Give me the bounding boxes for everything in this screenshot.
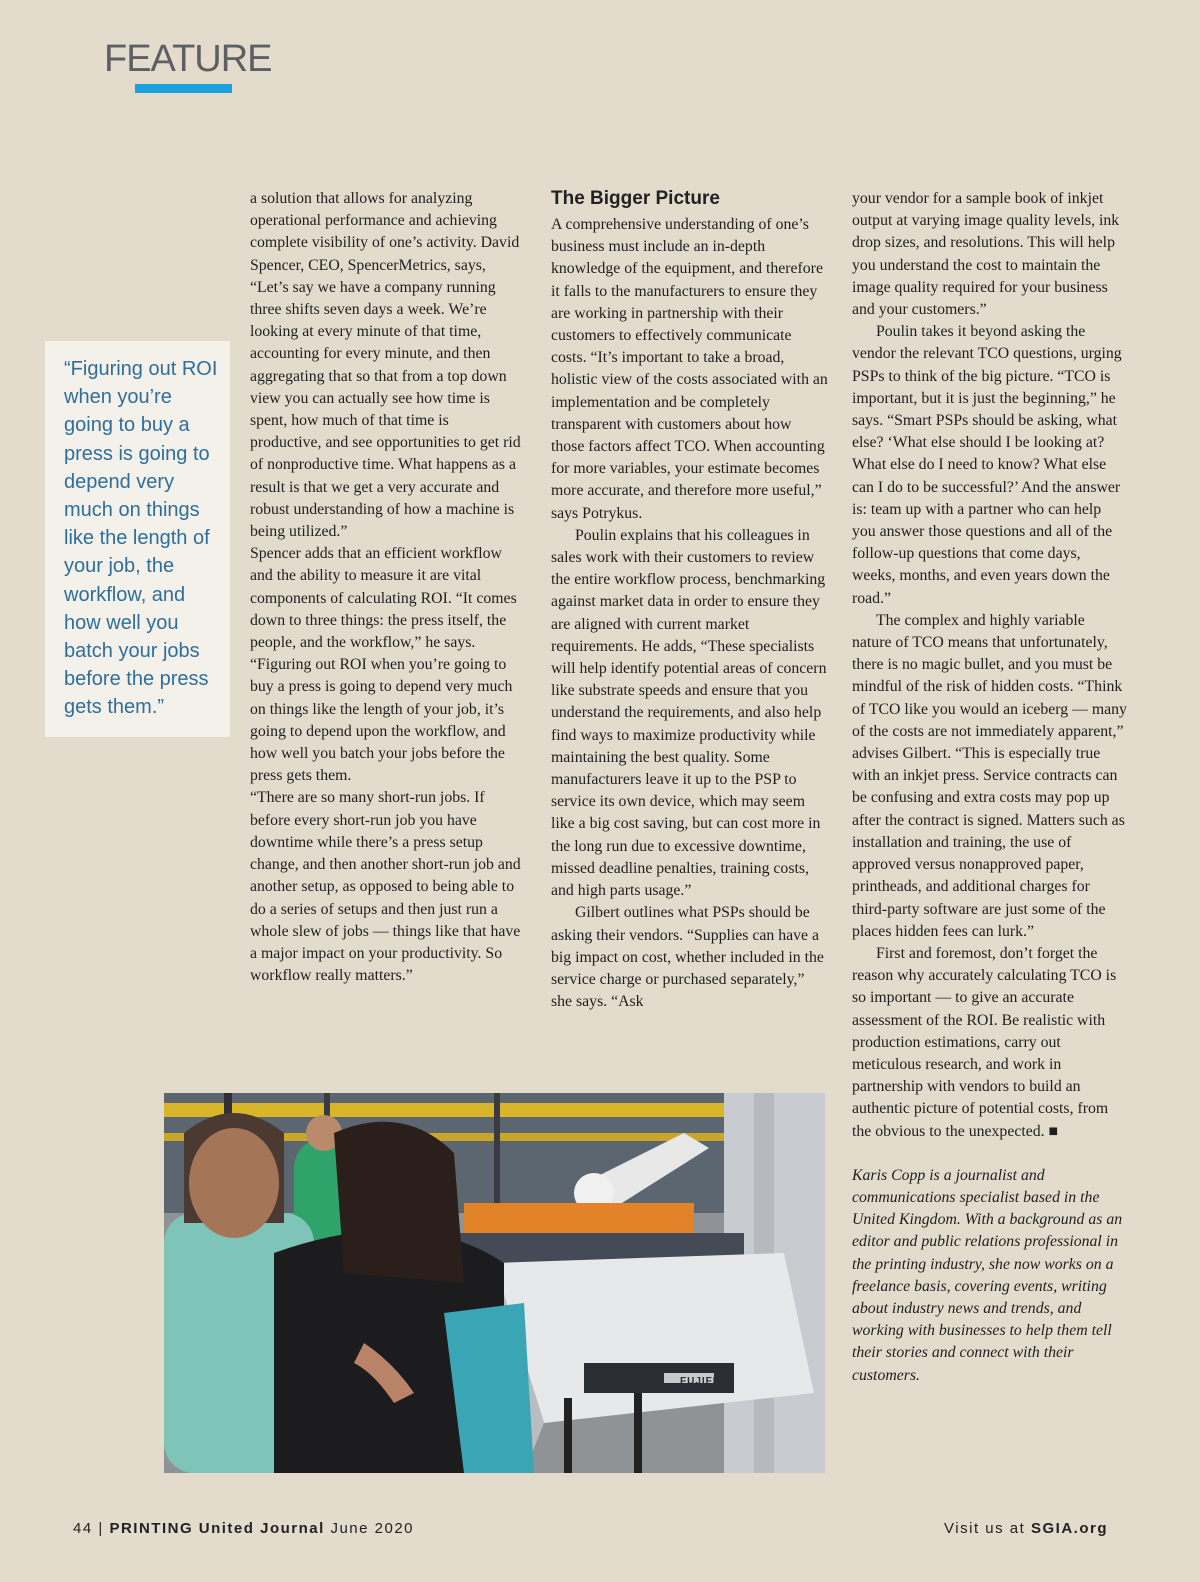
paragraph: Poulin takes it beyond asking the vendor the relevant TCO questions, urging PSPs to think of the big picture. “TCO is important, but it is just the beginning,” he says. “Smart PSPs should be asking, what else? ‘What else should I be looking at? What else do I need to know? What else can I do to be successful?’ And the answer is: team up with a partner who can help you answer those questions and all of the follow-up questions that come days, weeks, months, and even years down the road.” bbox=[852, 323, 1122, 607]
paragraph: Spencer adds that an efficient workflow and the ability to measure it are vital components of calculating ROI. “It comes down to three things: the press itself, the people, and the workflow,” he says. “Figuring out ROI when you’re going to buy a press is going to depend very much on things like the length of your job, it’s going to depend upon the workflow, and how well you batch your jobs before the press gets them. bbox=[250, 545, 517, 785]
paragraph: The complex and highly variable nature of TCO means that unfortunately, there is no magic bullet, and you must be mindful of the risk of hidden costs. “Think of TCO like you would an iceberg — many of the costs are not immediately apparent,” advises Gilbert. “This is especially true with an inkjet press. Service contracts can be confusing and extra costs may pop up after the contract is signed. Matters such as installation and training, the use of approved versus nonapproved paper, printheads, and additional charges for third-party software are just some of the places hidden fees can lurk.” bbox=[852, 611, 1127, 940]
visit-prefix: Visit us at bbox=[944, 1520, 1026, 1537]
paragraph: “There are so many short-run jobs. If before every short-run job you have downtime while there’s a press setup change, and then another short-run job and another setup, as opposed to being able to do a series of setups and then just run a whole slew of jobs — things like that have a major impact on your productivity. So workflow really matters.” bbox=[250, 789, 521, 985]
footer-visit bbox=[944, 1520, 1108, 1537]
visit-site-link[interactable]: SGIA.org bbox=[1030, 1520, 1108, 1537]
pull-quote: “Figuring out ROI when you’re going to buy a press is going to depend very much on things like the length of your job, the workflow, and how well you batch your jobs before the press gets them.” bbox=[45, 341, 230, 737]
paragraph: First and foremost, don’t forget the reason why accurately calculating TCO is so important — to give an accurate assessment of the ROI. Be realistic with production estimations, carry out meticulous research, and work in partnership with vendors to build an authentic picture of potential costs, from the obvious to the unexpected. ■ bbox=[852, 944, 1117, 1140]
section-accent-bar bbox=[135, 84, 232, 93]
article-photo bbox=[164, 1093, 825, 1473]
paragraph: your vendor for a sample book of inkjet output at varying image quality levels, ink drop sizes, and resolutions. This will help you understand the cost to maintain the image quality required for your business and your customers.” bbox=[852, 190, 1120, 319]
paragraph: A comprehensive understanding of one’s business must include an in-depth knowledge of the equipment, and therefore it falls to the manufacturers to ensure they are working in partnership with their customers to effectively communicate costs. “It’s important to take a broad, holistic view of the costs associated with an implementation and be completely transparent with customers about how those factors affect TCO. When accounting for more variables, your estimate becomes more accurate, and therefore more useful,” says Potrykus. bbox=[551, 216, 828, 522]
page-number: 44 bbox=[73, 1520, 93, 1537]
article-column-1 bbox=[250, 188, 524, 987]
photo-brand-label: FUJIFILM bbox=[680, 1376, 733, 1387]
paragraph: Gilbert outlines what PSPs should be asking their vendors. “Supplies can have a big impact on cost, whether included in the service charge or purchased separately,” she says. “Ask bbox=[551, 904, 824, 1011]
footer-publication bbox=[73, 1520, 414, 1537]
paragraph: Poulin explains that his colleagues in sales work with their customers to review the entire workflow process, benchmarking against market data in order to ensure they are aligned with current market requirements. He adds, “These specialists will help identify potential areas of concern like substrate speeds and ensure that you understand the requirements, and also help find ways to maximize productivity while maintaining the best quality. Some manufacturers leave it up to the PSP to service its own device, which may seem like a big cost saving, but can cost more in the long run due to excessive downtime, missed deadline penalties, training costs, and high parts usage.” bbox=[551, 526, 827, 900]
section-label: FEATURE bbox=[104, 38, 272, 80]
paragraph: a solution that allows for analyzing operational performance and achieving complete visibility of one’s activity. David Spencer, CEO, SpencerMetrics, says, “Let’s say we have a company running three shifts seven days a week. We’re looking at every minute of that time, accounting for every minute, and then aggregating that so that from a top down view you can actually see how time is spent, how much of that time is productive, and see opportunities to get rid of nonproductive time. What happens as a result is that we get a very accurate and robust understanding of how a machine is being utilized.” bbox=[250, 190, 521, 541]
author-bio: Karis Copp is a journalist and communications specialist based in the United Kingdom. With a background as an editor and public relations professional in the printing industry, she now works on a freelance basis, covering events, writing about industry news and trends, and working with businesses to help them tell their stories and connect with their customers. bbox=[852, 1166, 1123, 1384]
section-subhead: The Bigger Picture bbox=[551, 188, 720, 209]
footer-separator: | bbox=[98, 1520, 104, 1537]
article-column-2 bbox=[551, 188, 828, 1013]
issue-date: June 2020 bbox=[330, 1520, 415, 1537]
article-column-3 bbox=[852, 188, 1127, 1387]
publication-name: PRINTING United Journal bbox=[109, 1520, 325, 1537]
